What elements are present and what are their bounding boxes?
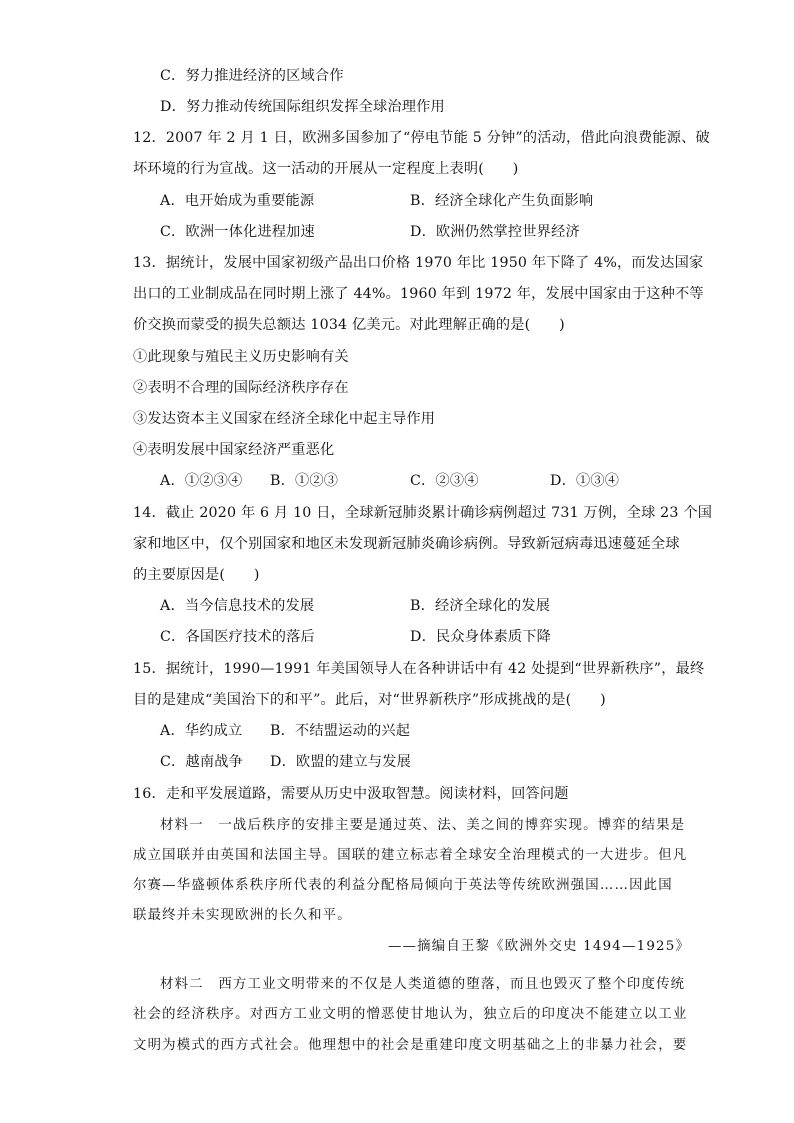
- q12-option-b: B．经济全球化产生负面影响: [410, 193, 594, 209]
- material1-line1: 材料一 一战后秩序的安排主要是通过英、法、美之间的博弈实现。博弈的结果是: [160, 818, 686, 833]
- q14-options-row2: [160, 627, 760, 647]
- q13-option-c: C．②③④: [410, 473, 479, 489]
- q15-option-a: A．华约成立: [160, 723, 243, 739]
- q12-options-row2: [160, 222, 760, 242]
- q13-statement-2: ②表明不合理的国际经济秩序存在: [133, 380, 349, 396]
- material2-line2: 社会的经济秩序。对西方工业文明的憎恶使甘地认为，独立后的印度决不能建立以工业: [133, 1007, 688, 1022]
- q14-option-b: B．经济全球化的发展: [410, 598, 551, 614]
- q12-options-row1: [160, 191, 760, 211]
- q15-stem-line1: 15．据统计，1990—1991 年美国领导人在各种讲话中有 42 处提到“世界新秩序”，最终: [133, 661, 705, 677]
- q11-option-d: D．努力推动传统国际组织发挥全球治理作用: [160, 99, 445, 115]
- q15-option-c: C．越南战争: [160, 754, 243, 770]
- q12-stem-line1: 12．2007 年 2 月 1 日，欧洲多国参加了“停电节能 5 分钟”的活动，借此向浪费能源、破: [133, 130, 710, 146]
- material1-line4: 联最终并未实现欧洲的长久和平。: [133, 908, 352, 923]
- q14-stem-line2: 家和地区中，仅个别国家和地区未发现新冠肺炎确诊病例。导致新冠病毒迅速蔓延全球: [133, 536, 680, 552]
- q13-stem-line2: 出口的工业制成品在同时期上涨了 44%。1960 年到 1972 年，发展中国家由于这种不等: [133, 286, 704, 302]
- q15-options-row2: [160, 752, 560, 772]
- q14-option-d: D．民众身体素质下降: [410, 629, 552, 645]
- q15-options-row1: [160, 721, 560, 741]
- q14-stem-line1: 14．截止 2020 年 6 月 10 日，全球新冠肺炎累计确诊病例超过 731 万例，全球 23 个国: [133, 505, 713, 521]
- q11-option-c: C．努力推进经济的区域合作: [160, 68, 344, 84]
- q14-option-c: C．各国医疗技术的落后: [160, 629, 315, 645]
- q13-statement-1: ①此现象与殖民主义历史影响有关: [133, 349, 349, 365]
- q14-stem-line3: 的主要原因是( ): [133, 567, 260, 583]
- q15-stem-line2: 目的是建成“美国治下的和平”。此后，对“世界新秩序”形成挑战的是( ): [133, 692, 606, 708]
- q13-statement-3: ③发达资本主义国家在经济全球化中起主导作用: [133, 411, 436, 427]
- q15-option-b: B．不结盟运动的兴起: [270, 723, 411, 739]
- q15-option-d: D．欧盟的建立与发展: [270, 754, 412, 770]
- q14-options-row1: [160, 596, 760, 616]
- material2-line3: 文明为模式的西方式社会。他理想中的社会是重建印度文明基础之上的非暴力社会，要: [133, 1038, 688, 1053]
- q13-option-d: D．①③④: [550, 473, 620, 489]
- q12-stem-line2: 坏环境的行为宣战。这一活动的开展从一定程度上表明( ): [133, 161, 519, 177]
- q13-stem-line3: 价交换而蒙受的损失总额达 1034 亿美元。对此理解正确的是( ): [133, 317, 565, 333]
- material1-line3: 尔赛—华盛顿体系秩序所代表的利益分配格局倾向于英法等传统欧洲强国……因此国: [133, 878, 673, 893]
- q13-option-a: A．①②③④: [160, 473, 243, 489]
- material2-line1: 材料二 西方工业文明带来的不仅是人类道德的堕落，而且也毁灭了整个印度传统: [160, 977, 686, 992]
- q12-option-a: A．电开始成为重要能源: [160, 193, 315, 209]
- material1-line2: 成立国联并由英国和法国主导。国联的建立标志着全球安全治理模式的一大进步。但凡: [133, 848, 688, 863]
- q16-stem: 16．走和平发展道路，需要从历史中汲取智慧。阅读材料，回答问题: [133, 786, 569, 802]
- q14-option-a: A．当今信息技术的发展: [160, 598, 315, 614]
- material1-source: ——摘编自王黎《欧洲外交史 1494—1925》: [388, 939, 691, 954]
- q13-statement-4: ④表明发展中国家经济严重恶化: [133, 442, 335, 458]
- q12-option-c: C．欧洲一体化进程加速: [160, 224, 315, 240]
- q12-option-d: D．欧洲仍然掌控世界经济: [410, 224, 580, 240]
- q13-option-b: B．①②③: [270, 473, 339, 489]
- q13-stem-line1: 13．据统计，发展中国家初级产品出口价格 1970 年比 1950 年下降了 4%，而发达国家: [133, 255, 704, 271]
